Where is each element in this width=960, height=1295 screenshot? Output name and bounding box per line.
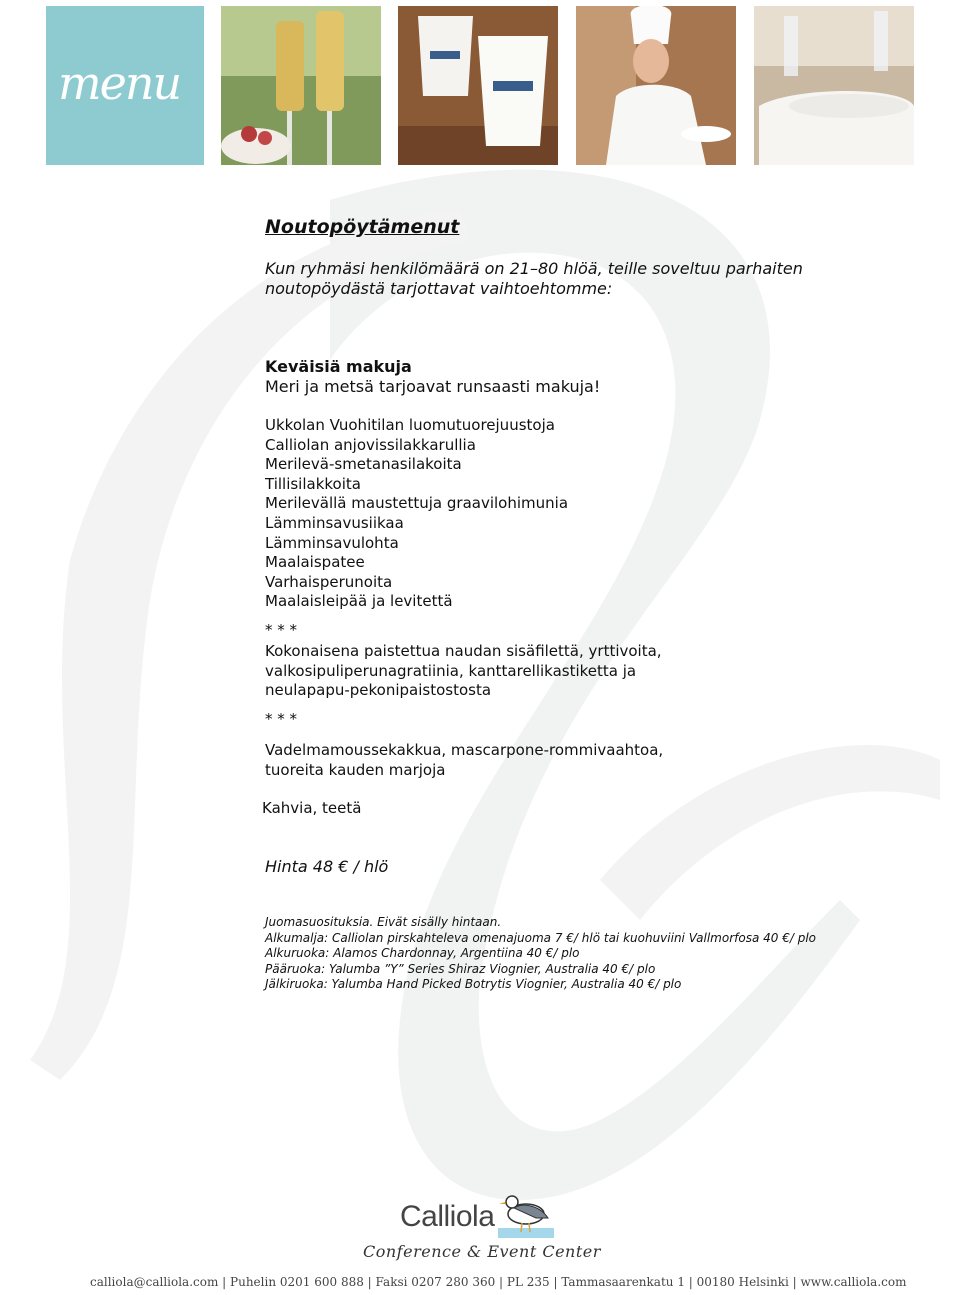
separator: * * * bbox=[265, 621, 298, 639]
intro-line: noutopöydästä tarjottavat vaihtoehtomme: bbox=[265, 279, 613, 298]
list-item: Maalaisleipää ja levitettä bbox=[265, 592, 453, 611]
chef-photo bbox=[576, 6, 736, 165]
list-item: Lämminsavulohta bbox=[265, 533, 399, 552]
dessert-line: Vadelmamoussekakkua, mascarpone-rommivaahtoa, bbox=[265, 741, 664, 759]
main-course-line: neulapapu-pekonipaistostosta bbox=[265, 681, 492, 700]
coffee-line: Kahvia, teetä bbox=[262, 799, 362, 817]
seagull-icon bbox=[496, 1188, 558, 1242]
menu-title-tile bbox=[46, 6, 204, 165]
list-item: Varhaisperunoita bbox=[265, 572, 393, 591]
list-item: Tillisilakkoita bbox=[265, 474, 361, 493]
drink-line: Alkumalja: Calliolan pirskahteleva omenajuoma 7 €/ hlö tai kuohuviini Vallmorfosa 40 €/ plo bbox=[265, 930, 816, 945]
drink-line: Alkuruoka: Alamos Chardonnay, Argentiina 40 €/ plo bbox=[265, 946, 580, 960]
starters-list bbox=[265, 416, 568, 612]
drink-line: Jälkiruoka: Yalumba Hand Picked Botrytis Viognier, Australia 40 €/ plo bbox=[265, 977, 682, 991]
menu-label: menu bbox=[58, 56, 181, 110]
calliola-logo bbox=[360, 1188, 610, 1268]
logo-name: Calliola bbox=[400, 1200, 495, 1233]
intro-text bbox=[265, 259, 803, 299]
main-course bbox=[265, 642, 662, 701]
list-item: Ukkolan Vuohitilan luomutuorejuustoja bbox=[265, 416, 555, 434]
list-item: Maalaispatee bbox=[265, 553, 365, 572]
cups-photo bbox=[398, 6, 558, 165]
list-item: Merilevällä maustettuja graavilohimunia bbox=[265, 494, 569, 513]
tableware-photo bbox=[754, 6, 914, 165]
list-item: Calliolan anjovissilakkarullia bbox=[265, 435, 476, 454]
list-item: Merilevä-smetanasilakoita bbox=[265, 455, 462, 474]
drink-suggestions bbox=[265, 915, 816, 993]
price: Hinta 48 € / hlö bbox=[265, 857, 389, 876]
main-course-line: Kokonaisena paistettua naudan sisäfilettä, yrttivoita, bbox=[265, 642, 662, 660]
footer-contact: calliola@calliola.com | Puhelin 0201 600 888 | Faksi 0207 280 360 | PL 235 | Tammasaarenkatu 1 | 00180 Helsinki | www.calliola.com bbox=[90, 1275, 907, 1289]
dessert-line: tuoreita kauden marjoja bbox=[265, 761, 446, 779]
section-title: Keväisiä makuja bbox=[265, 357, 412, 376]
champagne-photo bbox=[221, 6, 381, 165]
separator: * * * bbox=[265, 710, 298, 728]
logo-subtitle: Conference & Event Center bbox=[363, 1242, 601, 1261]
list-item: Lämminsavusiikaa bbox=[265, 513, 404, 532]
section-subtitle: Meri ja metsä tarjoavat runsaasti makuja! bbox=[265, 377, 601, 396]
dessert bbox=[265, 740, 663, 780]
page-title: Noutopöytämenut bbox=[265, 216, 460, 238]
drinks-heading: Juomasuosituksia. Eivät sisälly hintaan. bbox=[265, 915, 502, 929]
main-course-line: valkosipuliperunagratiinia, kanttarellikastiketta ja bbox=[265, 661, 637, 680]
intro-line: Kun ryhmäsi henkilömäärä on 21–80 hlöä, teille soveltuu parhaiten bbox=[265, 259, 803, 278]
drink-line: Pääruoka: Yalumba ”Y” Series Shiraz Viognier, Australia 40 €/ plo bbox=[265, 961, 656, 976]
header-banner bbox=[46, 6, 914, 165]
